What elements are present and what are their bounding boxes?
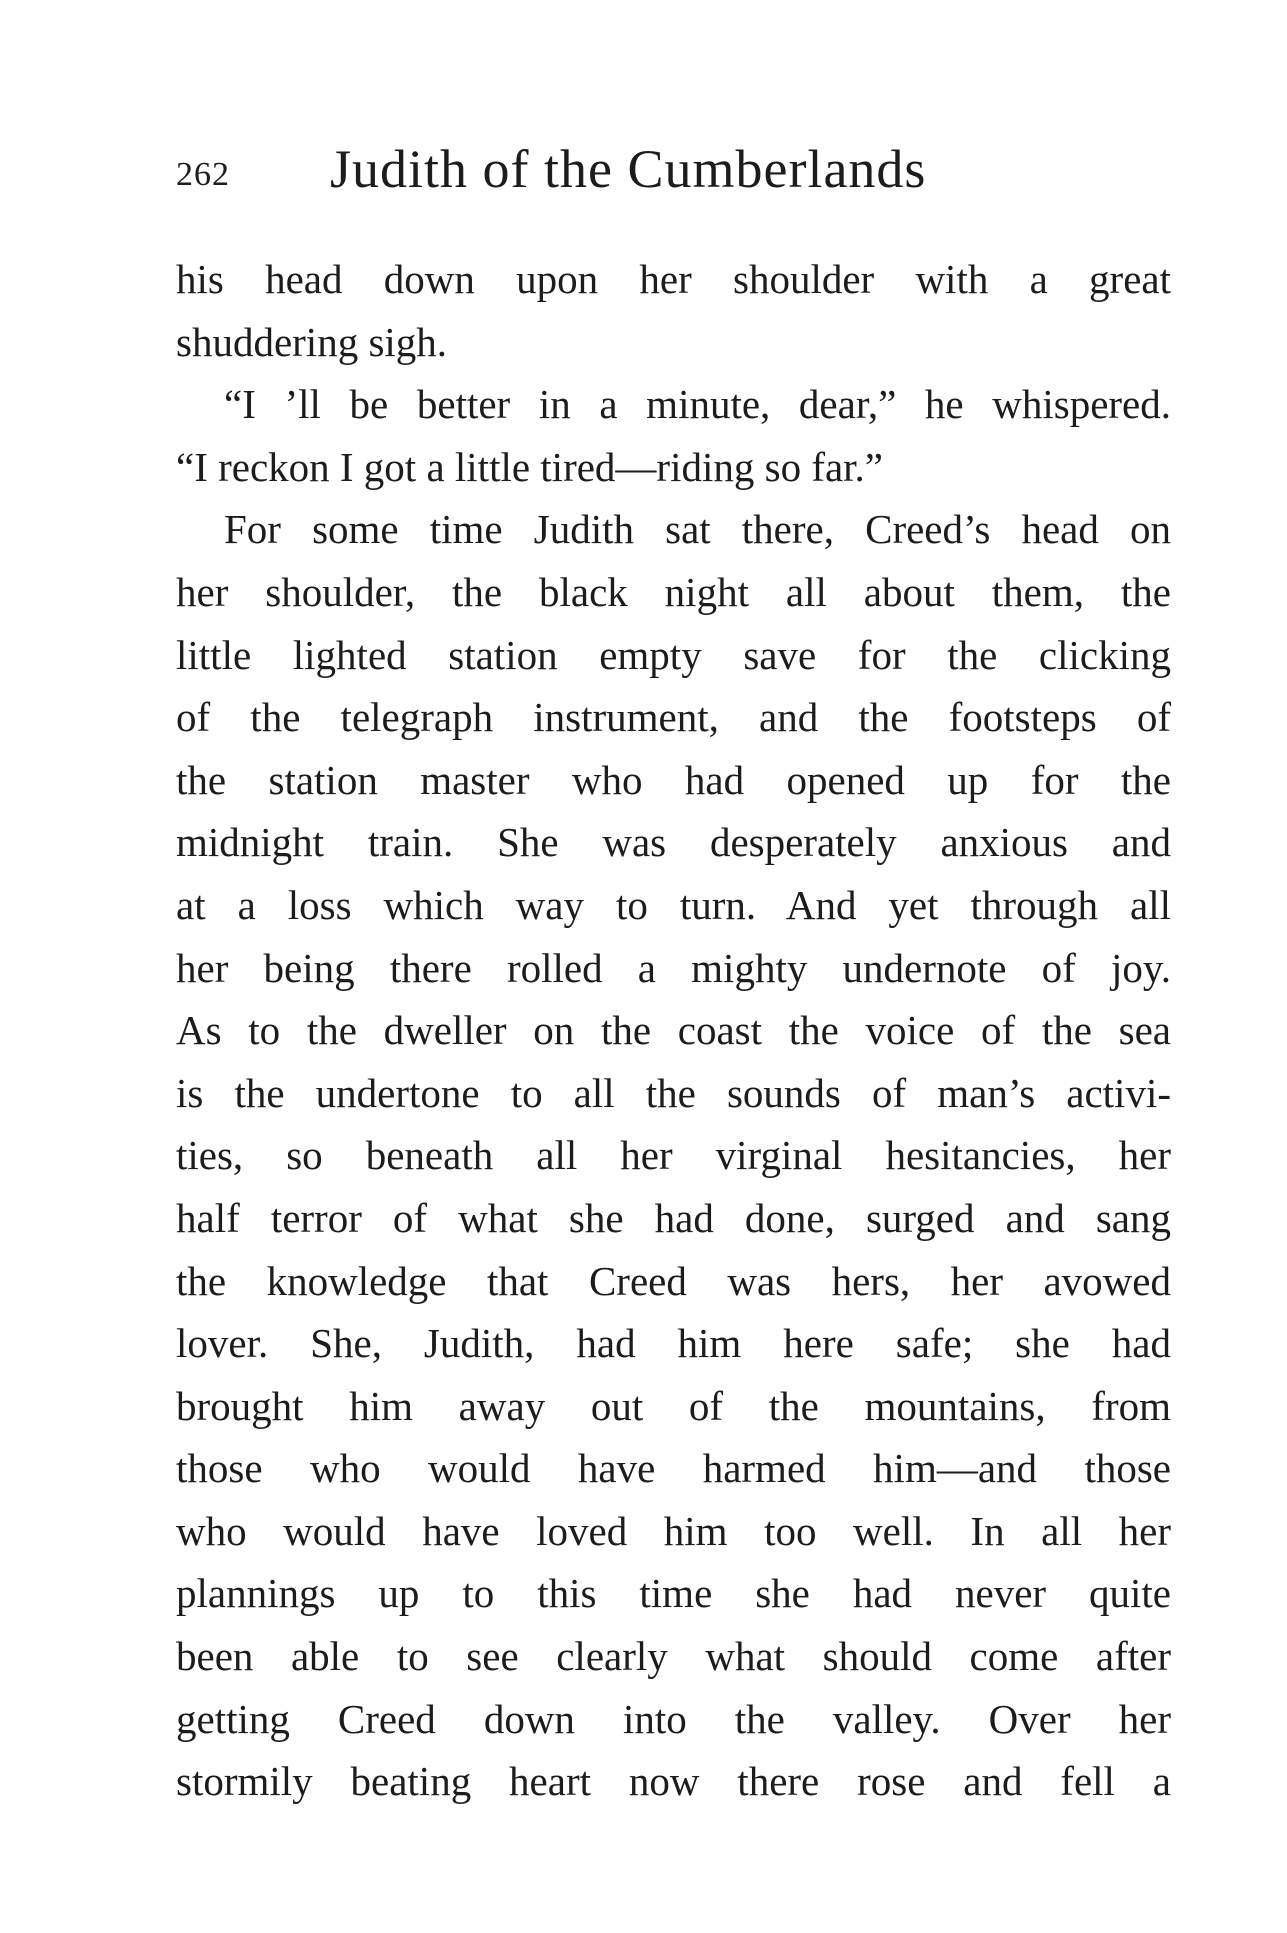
running-title: Judith of the Cumberlands <box>330 139 927 199</box>
text-line: ties, so beneath all her virginal hesitancies, her <box>176 1132 1171 1179</box>
text-line: “I ’ll be better in a minute, dear,” he whispered. <box>224 381 1171 428</box>
text-line: her shoulder, the black night all about them, the <box>176 568 1171 615</box>
text-line: “I reckon I got a little tired—riding so far.” <box>176 443 884 490</box>
page-number: 262 <box>176 156 230 193</box>
text-line: the station master who had opened up for the <box>176 756 1171 803</box>
body-text <box>176 248 1171 1813</box>
text-line: As to the dweller on the coast the voice of the sea <box>176 1007 1171 1054</box>
text-line: those who would have harmed him—and those <box>176 1445 1171 1492</box>
text-line: half terror of what she had done, surged and sang <box>176 1194 1171 1241</box>
text-line: plannings up to this time she had never quite <box>176 1570 1171 1617</box>
text-line: For some time Judith sat there, Creed’s head on <box>224 506 1171 553</box>
text-line: is the undertone to all the sounds of man’s activi- <box>176 1069 1171 1116</box>
text-line: shuddering sigh. <box>176 318 448 365</box>
text-line: getting Creed down into the valley. Over her <box>176 1695 1171 1742</box>
text-line: lover. She, Judith, had him here safe; she had <box>176 1320 1171 1367</box>
text-line: stormily beating heart now there rose and fell a <box>176 1758 1171 1805</box>
text-line: at a loss which way to turn. And yet through all <box>176 881 1171 928</box>
text-line: who would have loved him too well. In all her <box>176 1507 1171 1554</box>
text-line: of the telegraph instrument, and the footsteps of <box>176 694 1171 741</box>
text-line: brought him away out of the mountains, from <box>176 1382 1171 1429</box>
text-line: little lighted station empty save for the clicking <box>176 631 1171 678</box>
text-line: her being there rolled a mighty undernote of joy. <box>176 944 1171 991</box>
text-line: been able to see clearly what should come after <box>176 1633 1171 1680</box>
running-head <box>176 138 1176 208</box>
text-line: the knowledge that Creed was hers, her avowed <box>176 1257 1171 1304</box>
text-line: his head down upon her shoulder with a great <box>176 256 1171 302</box>
text-line: midnight train. She was desperately anxious and <box>176 819 1171 866</box>
